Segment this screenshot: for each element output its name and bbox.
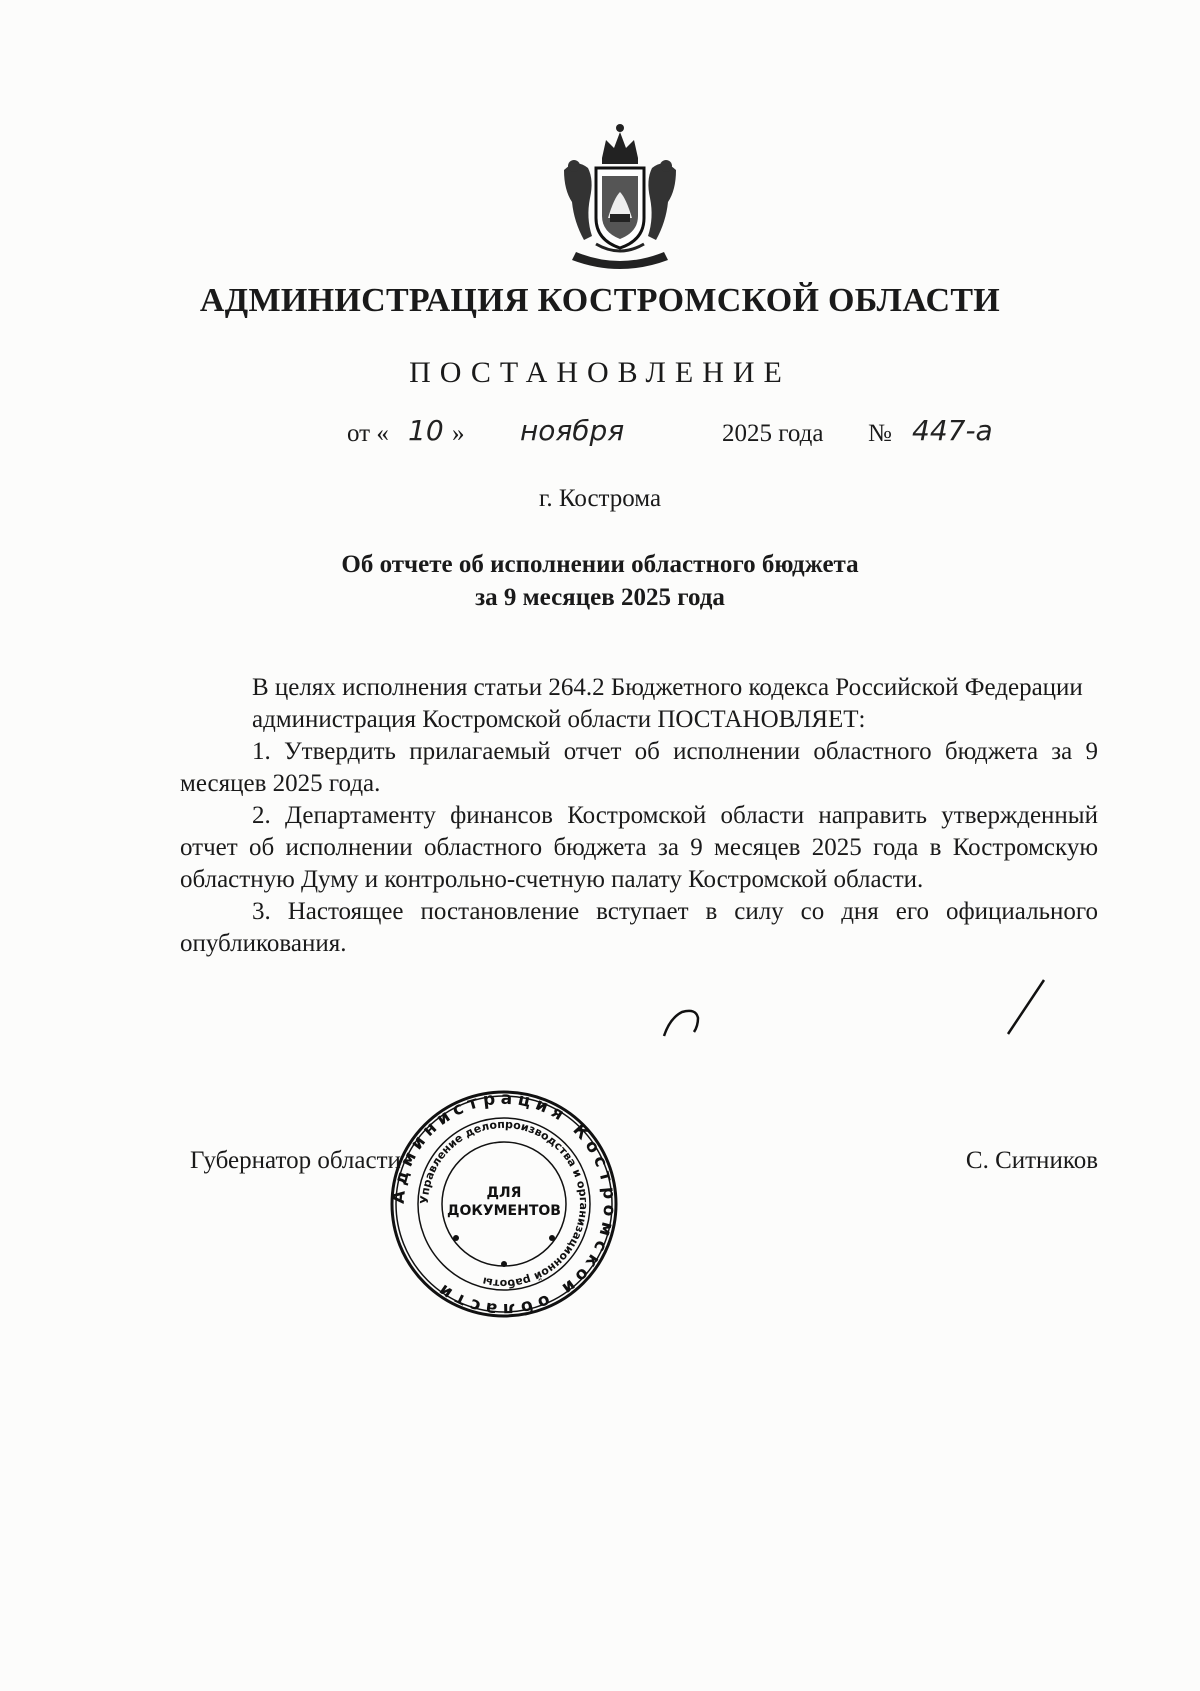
date-month: ноября: [520, 414, 625, 447]
subject-line-1: Об отчете об исполнении областного бюджета: [341, 551, 859, 578]
document-type: ПОСТАНОВЛЕНИЕ: [409, 356, 791, 389]
stamp-center-line-2: ДОКУМЕНТОВ: [447, 1203, 561, 1219]
city: г. Кострома: [538, 485, 662, 512]
item-3: 3. Настоящее постановление вступает в силу со дня его официального опубликования.: [180, 898, 1098, 957]
document-number: 447-а: [912, 414, 993, 447]
signatory-title: Губернатор области: [190, 1147, 401, 1174]
stamp-center-text: [388, 1184, 620, 1220]
date-line: [0, 414, 1200, 464]
signatory-name: С. Ситников: [965, 1147, 1098, 1174]
item-2: 2. Департаменту финансов Костромской области направить утвержденный отчет об исполнении областного бюджета за 9 месяцев 2025 года в Костромскую областную Думу и контрольно-счетную палату Костромской области.: [180, 802, 1098, 893]
coat-of-arms-icon: [556, 118, 684, 276]
date-from-label: от «: [347, 420, 389, 447]
date-close-quote: »: [452, 420, 465, 447]
stamp-inner-ring-text: Управление делопроизводства и организационной работы: [417, 1117, 591, 1291]
number-label: №: [868, 420, 892, 447]
preamble-paragraph: В целях исполнения статьи 264.2 Бюджетного кодекса Российской Федерации: [252, 674, 1083, 701]
stamp-center-line-1: ДЛЯ: [486, 1185, 522, 1201]
official-stamp: [388, 1088, 620, 1320]
organization-title: АДМИНИСТРАЦИЯ КОСТРОМСКОЙ ОБЛАСТИ: [199, 282, 1001, 319]
decree-line: администрация Костромской области ПОСТАНОВЛЯЕТ:: [252, 706, 866, 733]
item-1: 1. Утвердить прилагаемый отчет об исполнении областного бюджета за 9 месяцев 2025 года.: [180, 738, 1098, 797]
document-subject: [0, 548, 1200, 614]
stamp-outer-ring-text: Администрация Костромской области: [388, 1088, 620, 1320]
handwritten-mark-icon: [1000, 976, 1050, 1038]
date-year: 2025 года: [722, 420, 824, 447]
handwritten-mark-icon: [660, 1006, 706, 1040]
document-body: [180, 672, 1098, 960]
date-day: 10: [408, 414, 444, 447]
subject-line-2: за 9 месяцев 2025 года: [475, 584, 725, 611]
